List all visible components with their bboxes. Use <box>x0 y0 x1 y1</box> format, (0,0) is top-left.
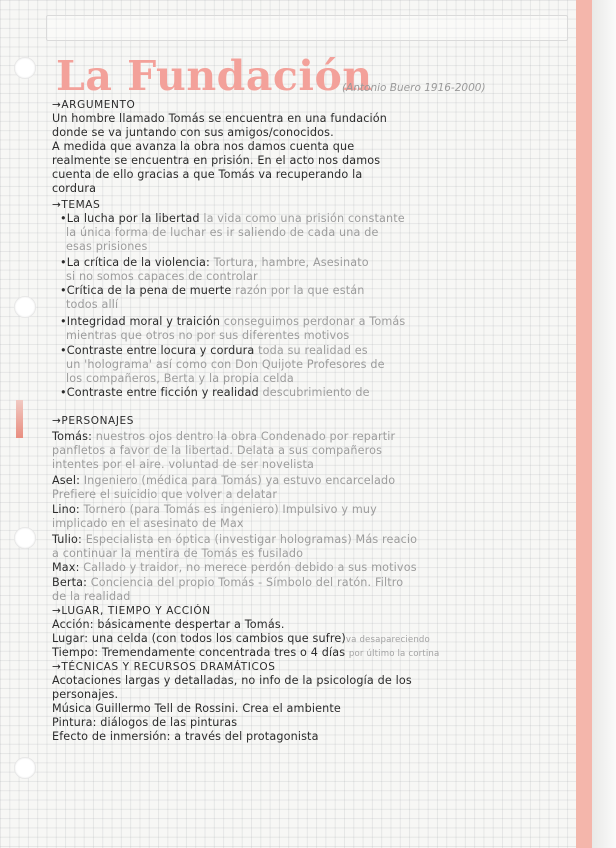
tema-note-line: la única forma de luchar es ir saliendo de cada una de <box>66 226 379 239</box>
tema-head: •La crítica de la violencia: <box>60 256 210 269</box>
character-name: Berta: <box>52 576 88 589</box>
tema-note-line: mientras que otros no por sus diferentes motivos <box>66 329 350 342</box>
side-note: por último la cortina <box>348 649 440 659</box>
section-heading-argumento: →ARGUMENTO <box>52 99 136 111</box>
tema-note-line: esas prisiones <box>66 240 148 253</box>
binder-hole <box>14 527 36 549</box>
tema-note: descubrimiento de <box>258 386 370 399</box>
text-line: personajes. <box>52 688 119 701</box>
character-name: Tulio: <box>52 533 82 546</box>
lugar-text: Lugar: una celda (con todos los cambios que sufre) <box>52 632 346 645</box>
character-line <box>52 576 403 590</box>
text-line: cuenta de ello gracias a que Tomás va recuperando la <box>52 168 363 181</box>
section-heading-lugar: →LUGAR, TIEMPO Y ACCIÓN <box>52 605 211 617</box>
text-line: A medida que avanza la obra nos damos cuenta que <box>52 140 355 153</box>
binder-hole <box>14 757 36 779</box>
tema-note: conseguimos perdonar a Tomás <box>220 315 406 328</box>
binder-hole <box>14 57 36 79</box>
binder-hole <box>14 296 36 318</box>
tema-note-line: un 'holograma' así como con Don Quijote Profesores de <box>66 358 385 371</box>
tema-head: •Contraste entre locura y cordura <box>60 344 255 357</box>
character-desc-line: panfletos a favor de la libertad. Delata a sus compañeros <box>52 444 383 457</box>
character-name: Max: <box>52 561 80 574</box>
side-note: va desapareciendo <box>345 635 430 645</box>
character-desc: Callado y traidor, no merece perdón debido a sus motivos <box>83 561 417 574</box>
tema-item <box>60 344 368 358</box>
tema-note: toda su realidad es <box>254 344 368 357</box>
section-heading-personajes: →PERSONAJES <box>52 415 135 427</box>
character-line <box>52 503 377 517</box>
text-line: Música Guillermo Tell de Rossini. Crea el ambiente <box>52 702 341 715</box>
section-heading-temas: →TEMAS <box>52 199 101 211</box>
tema-note-line: si no somos capaces de controlar <box>66 270 258 283</box>
character-desc-line: implicado en el asesinato de Max <box>52 517 244 530</box>
text-line: realmente se encuentra en prisión. En el acto nos damos <box>52 154 381 167</box>
character-line <box>52 561 417 575</box>
character-line <box>52 533 417 547</box>
tema-head: •Crítica de la pena de muerte <box>60 284 232 297</box>
character-desc-line: a continuar la mentira de Tomás es fusilado <box>52 547 304 560</box>
tema-note: la vida como una prisión constante <box>199 212 405 225</box>
tema-item <box>60 256 369 270</box>
character-desc-line: de la realidad <box>52 590 131 603</box>
text-line: Acotaciones largas y detalladas, no info de la psicología de los <box>52 674 412 687</box>
character-desc-line: intentes por el aire. voluntad de ser novelista <box>52 458 315 471</box>
page-edge <box>592 0 616 848</box>
tema-head: •La lucha por la libertad <box>60 212 200 225</box>
page-tab-mark <box>16 400 23 438</box>
character-desc: nuestros ojos dentro la obra Condenado por repartir <box>95 430 396 443</box>
character-desc: Especialista en óptica (investigar hologramas) Más reacio <box>85 533 418 546</box>
section-heading-tecnicas: →TÉCNICAS Y RECURSOS DRAMÁTICOS <box>52 661 276 673</box>
character-desc-line: Prefiere el suicidio que volver a delatar <box>52 488 278 501</box>
tema-item <box>60 386 370 400</box>
character-line <box>52 430 395 444</box>
header-box <box>46 15 568 41</box>
character-name: Asel: <box>52 474 80 487</box>
text-line <box>52 646 439 661</box>
tema-note-line: todos allí <box>66 298 119 311</box>
tema-item <box>60 284 364 298</box>
tema-item <box>60 212 405 226</box>
margin-bar <box>576 0 592 848</box>
character-name: Lino: <box>52 503 80 516</box>
text-line: cordura <box>52 182 97 195</box>
character-desc: Tornero (para Tomás es ingeniero) Impulsivo y muy <box>83 503 377 516</box>
tema-head: •Integridad moral y traición <box>60 315 221 328</box>
tema-item <box>60 315 405 329</box>
tema-note: razón por la que están <box>231 284 365 297</box>
character-desc: Conciencia del propio Tomás - Símbolo del ratón. Filtro <box>90 576 404 589</box>
tema-note-line: los compañeros, Berta y la propia celda <box>66 372 294 385</box>
tema-note: Tortura, hambre, Asesinato <box>209 256 369 269</box>
author-note: (Antonio Buero 1916-2000) <box>342 82 486 94</box>
page-title: La Fundación <box>56 52 373 100</box>
character-desc: Ingeniero (médica para Tomás) ya estuvo encarcelado <box>83 474 396 487</box>
text-line: Acción: básicamente despertar a Tomás. <box>52 618 285 631</box>
tema-head: •Contraste entre ficción y realidad <box>60 386 259 399</box>
character-name: Tomás: <box>52 430 93 443</box>
text-line: Pintura: diálogos de las pinturas <box>52 716 238 729</box>
text-line: Un hombre llamado Tomás se encuentra en una fundación <box>52 112 388 125</box>
text-line <box>52 632 430 647</box>
character-line <box>52 474 395 488</box>
tiempo-text: Tiempo: Tremendamente concentrada tres o 4 días <box>52 646 346 659</box>
text-line: Efecto de inmersión: a través del protagonista <box>52 730 319 743</box>
text-line: donde se va juntando con sus amigos/conocidos. <box>52 126 334 139</box>
